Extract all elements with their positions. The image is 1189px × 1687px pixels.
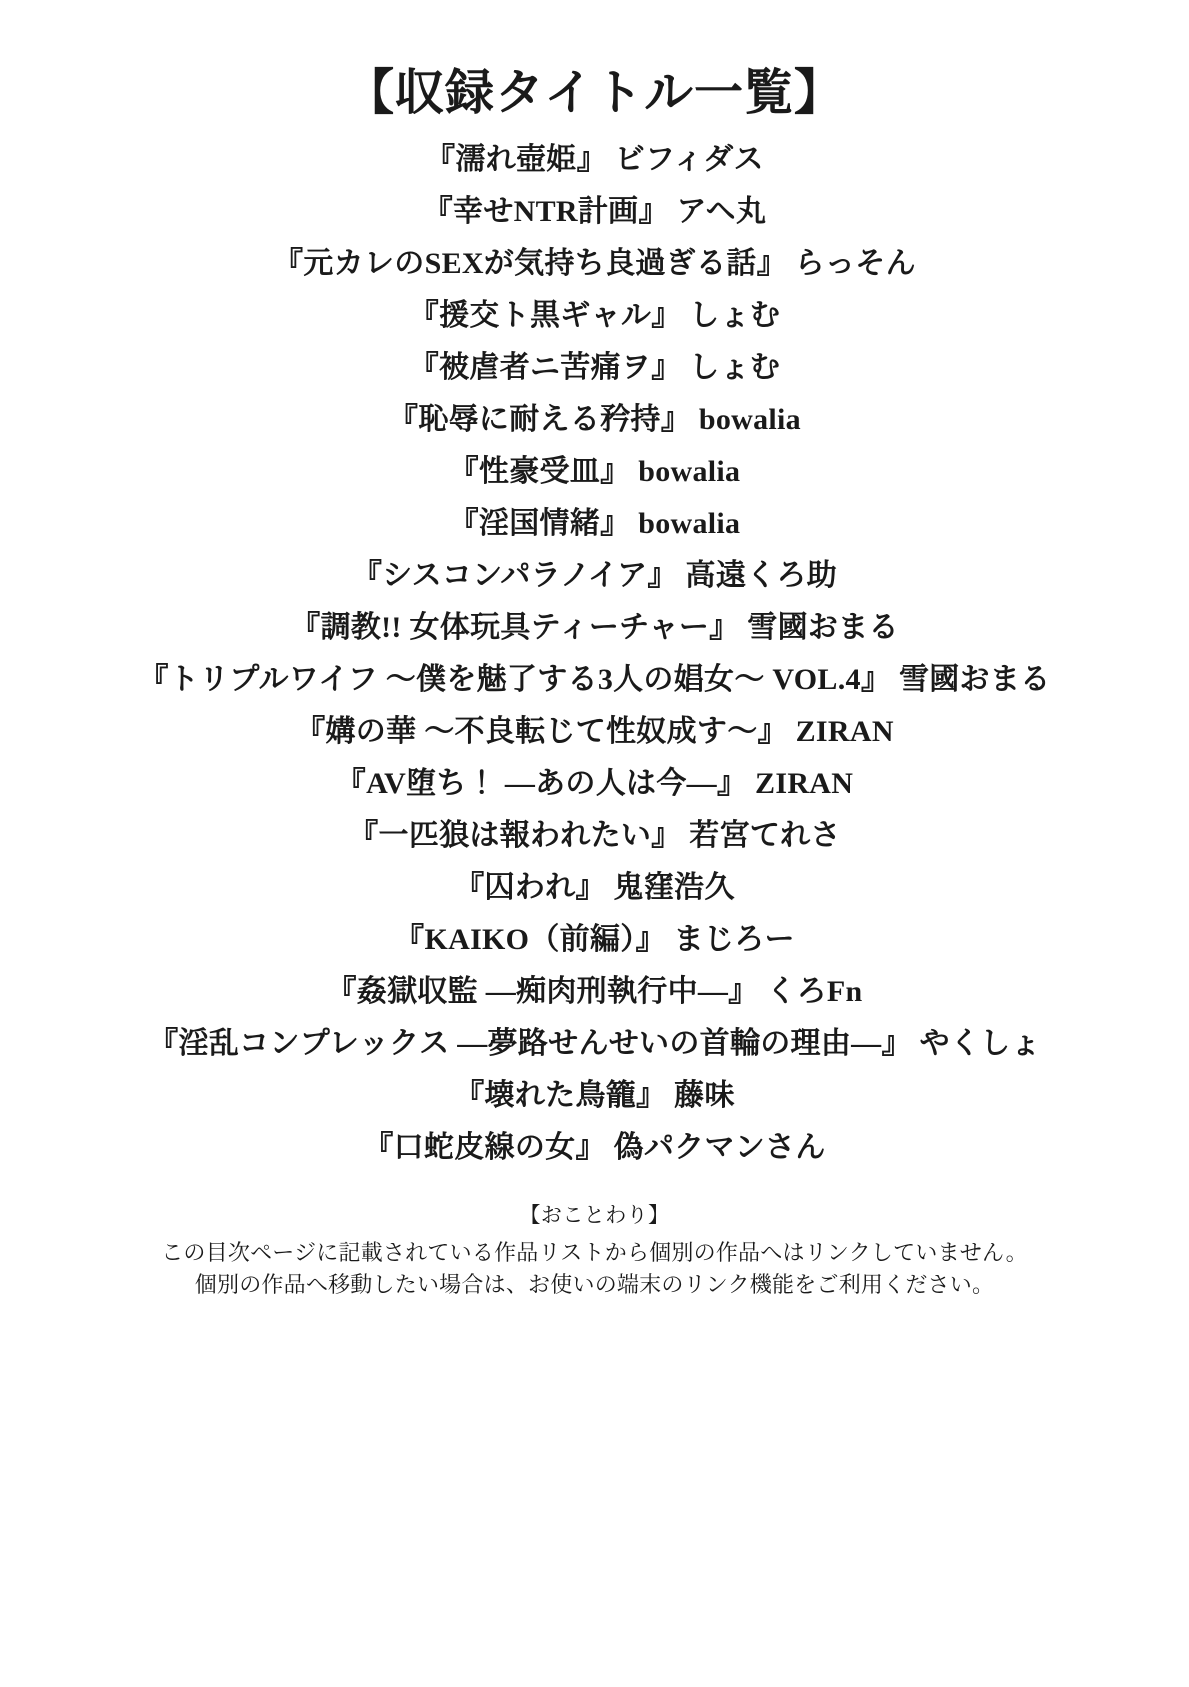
list-item: 『AV堕ち！ ―あの人は今―』 ZIRAN [335,766,854,800]
list-item: 『口蛇皮線の女』 偽パクマンさん [363,1130,826,1164]
list-item: 『姦獄収監 ―痴肉刑執行中―』 くろFn [326,974,863,1008]
list-item: 『壊れた鳥籠』 藤味 [454,1078,735,1112]
list-item: 『援交ト黒ギャル』 しょむ [408,298,781,332]
list-item: 『恥辱に耐える矜持』 bowalia [388,402,801,436]
list-item: 『囚われ』 鬼窪浩久 [454,870,735,904]
list-item: 『KAIKO（前編）』 まじろー [394,922,795,956]
list-item: 『淫乱コンプレックス ―夢路せんせいの首輪の理由―』 やくしょ [148,1026,1041,1060]
notice-line-1: この目次ページに記載されている作品リストから個別の作品へはリンクしていません。 [161,1239,1028,1265]
list-item: 『シスコンパラノイア』 高遠くろ助 [351,558,838,592]
list-item: 『元カレのSEXが気持ち良過ぎる話』 らっそん [273,246,916,280]
list-item: 『一匹狼は報われたい』 若宮てれさ [348,818,841,852]
list-item: 『性豪受皿』 bowalia [448,454,741,488]
notice-heading: 【おことわり】 [519,1202,670,1227]
notice-line-2: 個別の作品へ移動したい場合は、お使いの端末のリンク機能をご利用ください。 [194,1271,995,1297]
list-item: 『調教!! 女体玩具ティーチャー』 雪國おまる [290,610,899,644]
list-item: 『トリプルワイフ 〜僕を魅了する3人の娼女〜 VOL.4』 雪國おまる [138,662,1051,696]
notice-block [40,1199,1149,1301]
list-item: 『幸せNTR計画』 アヘ丸 [422,194,767,228]
list-item: 『濡れ壺姫』 ビフィダス [425,142,764,176]
page-title: 【収録タイトル一覧】 [345,65,844,120]
list-item: 『媾の華 〜不良転じて性奴成す〜』 ZIRAN [295,714,894,748]
list-item: 『淫国情緒』 bowalia [448,506,741,540]
title-list [40,142,1149,1185]
list-item: 『被虐者ニ苦痛ヲ』 しょむ [408,350,781,384]
